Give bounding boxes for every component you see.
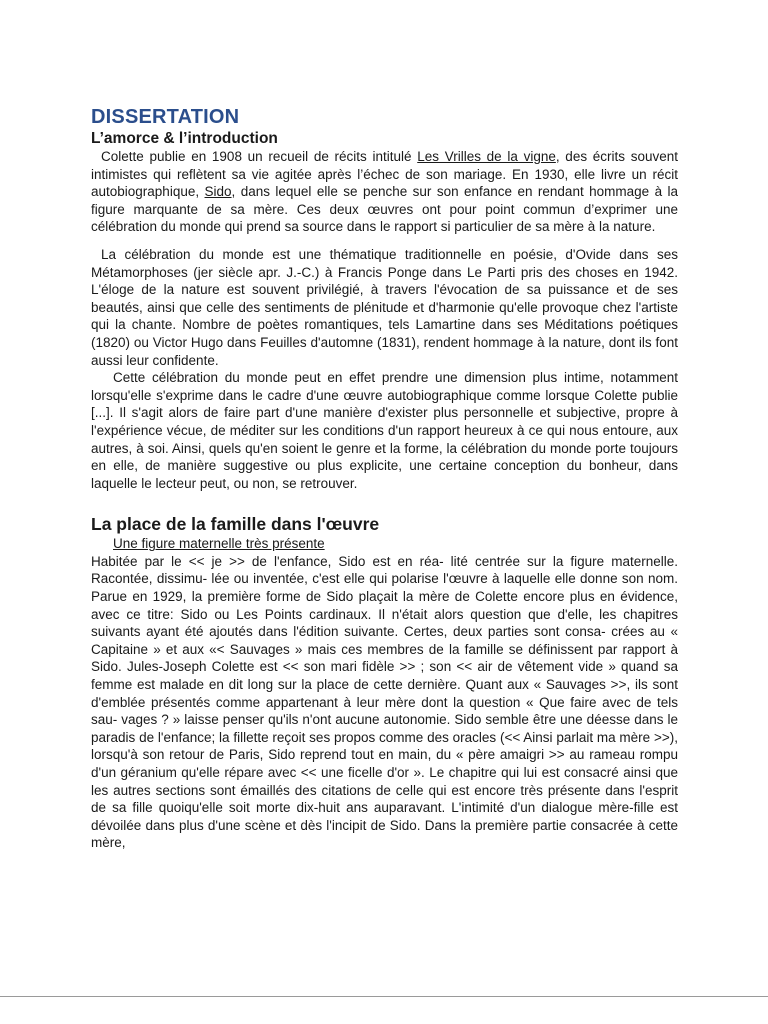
intro-paragraph — [91, 148, 678, 236]
celebration-paragraph: La célébration du monde est une thématique traditionnelle en poésie, d'Ovide dans ses Métamorphoses (jer siècle apr. J.-C.) à Francis Ponge dans Le Parti pris des choses en 1942. L'éloge de la nature est souvent privilégié, à travers l'évocation de sa puissance et de ses beautés, ainsi que celle des sentiments de plénitude et d'harmonie qu'elle provoque chez l'artiste qui la chante. Nombre de poètes romantiques, tels Lamartine dans ses Méditations poétiques (1820) ou Victor Hugo dans Feuilles d'automne (1831), rendent hommage à la nature, dont ils font aussi leur confidente. — [91, 246, 678, 368]
document-page — [91, 104, 678, 852]
intro-text-a: Colette publie en 1908 un recueil de récits intitulé — [101, 149, 418, 164]
section-heading-family: La place de la famille dans l'œuvre — [91, 514, 380, 535]
book-title-link-sido[interactable]: Sido — [204, 184, 232, 200]
intro-text-b: , des écrits souvent intimistes qui reflètent sa vie agitée après l’échec de son mariage. En 1930, elle livre un récit autobiographique, — [91, 149, 679, 200]
subheading-maternal-figure: Une figure maternelle très présente — [113, 536, 325, 552]
section-heading-introduction: L’amorce & l’introduction — [91, 130, 278, 147]
document-title: DISSERTATION — [91, 106, 240, 128]
book-title-link-vrilles[interactable]: Les Vrilles de la vigne — [417, 149, 556, 164]
page-bottom-divider — [0, 996, 768, 997]
intimate-dimension-paragraph: Cette célébration du monde peut en effet prendre une dimension plus intime, notamment lorsqu'elle s'exprime dans le cadre d'une œuvre autobiographique comme lorsque Colette publie [...]. Il s'agit alors de faire part d'une manière d'exister plus personnelle et subjective, propre à l'expérience vécue, de méditer sur les conditions d'un rapport heureux à ce qui nous entoure, aux autres, à soi. Ainsi, quels qu'en soient le genre et la forme, la célébration du monde porte toujours en elle, de manière suggestive ou plus explicite, une certaine conception du bonheur, dans laquelle le lecteur peut, ou non, se retrouver. — [91, 370, 678, 491]
maternal-figure-paragraph: Habitée par le << je >> de l'enfance, Sido est en réa- lité centrée sur la figure maternelle. Racontée, dissimu- lée ou inventée, c'est elle qui polarise l'œuvre à laquelle elle donne son nom. Parue en 1929, la première forme de Sido plaçait la mère de Colette encore plus en évidence, avec ce titre: Sido ou Les Points cardinaux. Il n'était alors question que d'elle, les chapitres suivants ayant été ajoutés dans l'édition suivante. Certes, deux parties sont consa- crées au « Capitaine » et aux «< Sauvages » mais ces membres de la famille se définissent par rapport à Sido. Jules-Joseph Colette est << son mari fidèle >> ; son << air de vêtement vide » quand sa femme est malade en dit long sur la place de cette dernière. Quant aux « Sauvages >>, ils sont d'emblée présentés comme appartenant à leur mère dont la question « Que faire avec de tels sau- vages ? » laisse penser qu'ils n'ont aucune autonomie. Sido semble être une déesse dans le paradis de l'enfance; la fillette reçoit ses propos comme des oracles (<< Ainsi parlait ma mère >>), lorsqu'à son retour de Paris, Sido reprend tout en main, du « père amaigri >> au rameau rompu d'un géranium qu'elle répare avec << une ficelle d'or ». Le chapitre qui lui est consacré ainsi que les autres sections sont émaillés des citations de celle qui est encore très présente dans l'esprit de sa fille quoiqu'elle soit morte dix-huit ans auparavant. L'intimité d'un dialogue mère-fille est dévoilée dans plus d'une scène et dès l'incipit de Sido. Dans la première partie consacrée à cette mère, — [91, 553, 678, 851]
intro-text-c: , dans lequel elle se penche sur son enfance en rendant hommage à la figure marquante de sa mère. Ces deux œuvres ont pour point commun d’exprimer une célébration du monde qui prend sa source dans le rapport si particulier de sa mère à la nature. — [91, 184, 678, 235]
